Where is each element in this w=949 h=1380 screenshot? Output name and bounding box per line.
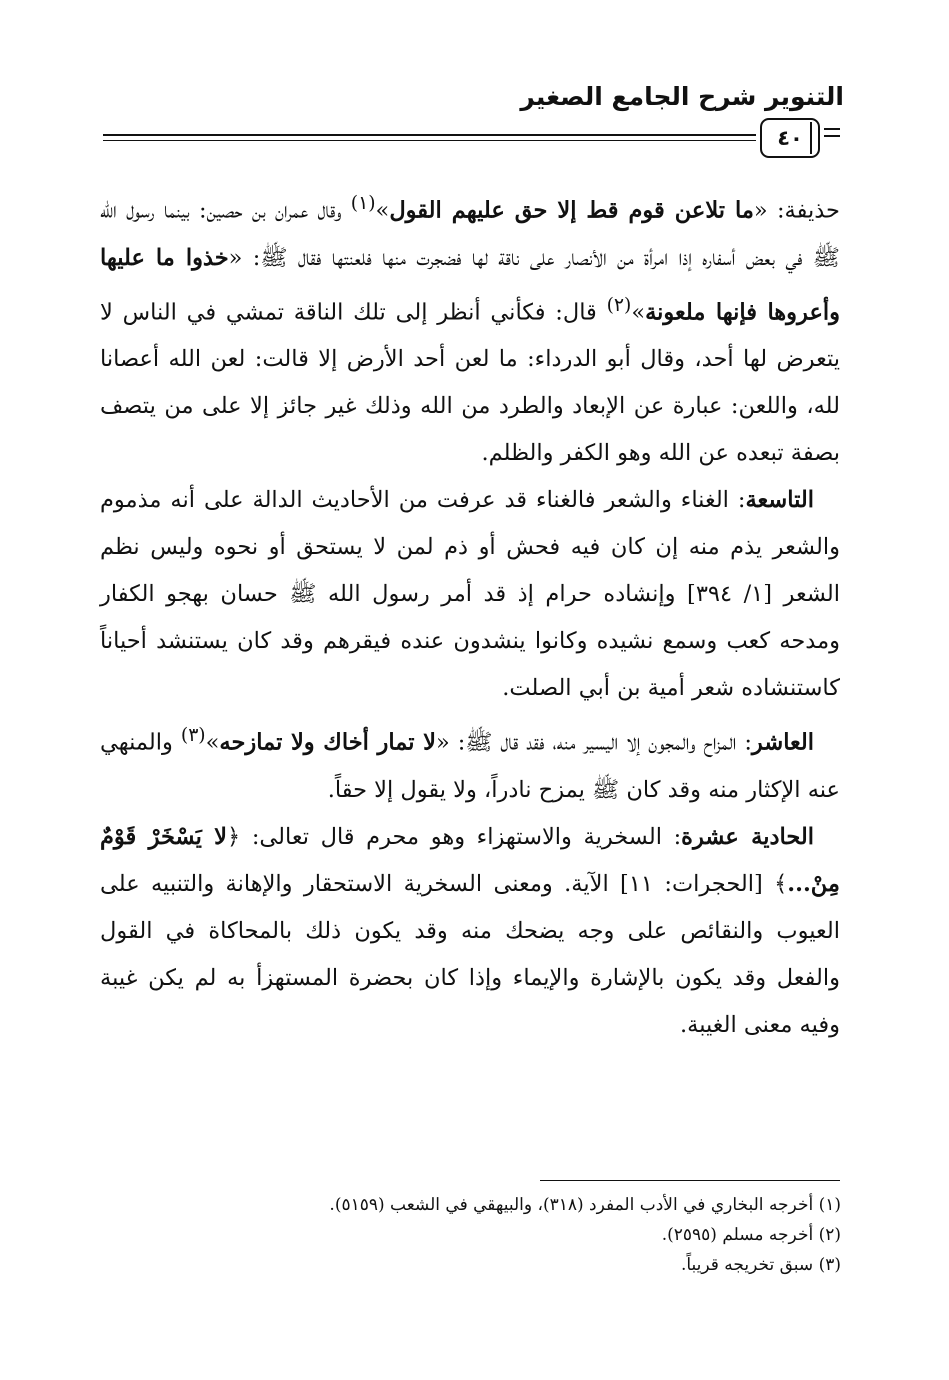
body-text bbox=[100, 180, 840, 1049]
footnote-3: (٣) سبق تخريجه قريباً. bbox=[680, 1255, 841, 1275]
footnotes bbox=[101, 1190, 841, 1280]
header-double-rule bbox=[103, 134, 756, 142]
section-label-tenth: العاشر bbox=[751, 729, 815, 756]
footnote-ref-2: (٢) bbox=[606, 294, 632, 316]
paragraph-2: التاسعة: الغناء والشعر فالغناء قد عرفت من الأحاديث الدالة على أنه مذموم والشعر يذم منه إن كان فيه فحش أو ذم لمن لا يستحق أو نحوه وليس نظم الشعر [١/ ٣٩٤] وإنشاده حرام إذ قد أمر رسول الله ﷺ حسان بهجو الكفار ومدحه كعب وسمع نشيده وكانوا ينشدون عنده فيقرهم وقد كان يستنشد أحياناً كاستنشاده شعر أمية بن أبي الصلت. bbox=[100, 487, 840, 701]
footnote-2: (٢) أخرجه مسلم (٢٥٩٥). bbox=[661, 1225, 841, 1245]
hadith-quote-3: لا تمار أخاك ولا تمازحه bbox=[219, 729, 436, 756]
footnote-separator bbox=[540, 1180, 840, 1181]
paragraph-1: حذيفة: «ما تلاعن قوم قط إلا حق عليهم القول»$^{(١)}$ وقال عمران بن حصين: بينما رسول الله ﷺ في بعض أسفاره إذا امرأة من الأنصار على ناقة لها فضجرت منها فلعنتها فقال ﷺ: «خذوا ما عليها وأعروها فإنها ملعونة»$^{(٢)}$ قال: فكأني أنظر إلى تلك الناقة تمشي في الناس لا يتعرض لها أحد، وقال أبو الدرداء: ما لعن أحد الأرض إلا قالت: لعن الله أعصانا لله، واللعن: عبارة عن الإبعاد والطرد من الله وذلك غير جائز إلا على من يتصف بصفة تبعده عن الله وهو الكفر والظلم. bbox=[100, 193, 840, 466]
hadith-quote-1: ما تلاعن قوم قط إلا حق عليهم القول bbox=[389, 197, 754, 224]
footnote-ref-3: (٣) bbox=[180, 725, 206, 746]
running-title: التنوير شرح الجامع الصغير bbox=[520, 82, 844, 111]
section-label-ninth: التاسعة bbox=[745, 487, 814, 513]
header-ornament bbox=[824, 124, 840, 134]
footnote-ref-1: (١) bbox=[350, 193, 376, 214]
paragraph-4: الحادية عشرة: السخرية والاستهزاء وهو محرم قال تعالى: ﴿لا يَسْخَرْ قَوْمٌ مِنْ...﴾ [الحجرات: ١١] الآية. ومعنى السخرية الاستحقار والإهانة والتنبيه على العيوب والنقائص على وجه يضحك منه وقد يكون ذلك بالمحاكاة في القول والفعل وقد يكون بالإشارة والإيماء وإذا كان بحضرة المستهزأ به لم يكن غيبة وفيه معنى الغيبة. bbox=[100, 823, 840, 1038]
quran-quote: لا يَسْخَرْ قَوْمٌ مِنْ... bbox=[100, 823, 840, 897]
paragraph-3: العاشر: المزاح والمجون إلا اليسير منه، فقد قال ﷺ: «لا تمار أخاك ولا تمازحه»$^{(٣)}$ والمنهي عنه الإكثار منه وقد كان ﷺ يمزح نادراً، ولا يقول إلا حقاً. bbox=[100, 725, 840, 803]
hadith-quote-2: خذوا ما عليها وأعروها فإنها ملعونة bbox=[100, 244, 840, 325]
footnote-1: (١) أخرجه البخاري في الأدب المفرد (٣١٨)، والبيهقي في الشعب (٥١٥٩). bbox=[329, 1195, 841, 1215]
page-number-badge: ٤٠ bbox=[760, 118, 820, 158]
section-label-eleventh: الحادية عشرة bbox=[681, 823, 814, 850]
